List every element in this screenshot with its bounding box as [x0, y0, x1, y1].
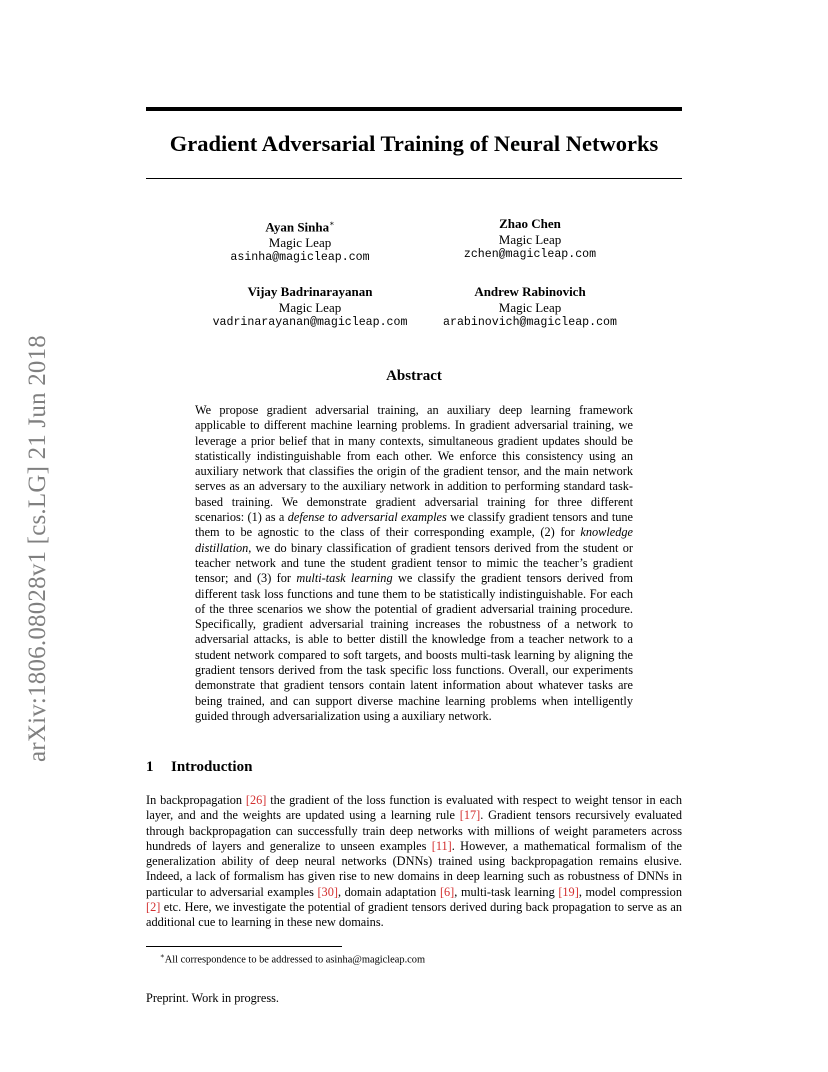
citation-link[interactable]: [2] — [146, 900, 161, 915]
author-affiliation: Magic Leap — [278, 299, 342, 315]
citation-link[interactable]: [6] — [439, 884, 455, 899]
author-affiliation: Magic Leap — [498, 299, 562, 315]
citation-link[interactable]: [19] — [558, 884, 579, 899]
title-bottom-rule — [146, 178, 682, 179]
preprint-note: Preprint. Work in progress. — [146, 991, 280, 1005]
author-email: asinha@magicleap.com — [230, 251, 370, 265]
author-block — [200, 216, 400, 266]
author-block — [430, 284, 630, 331]
introduction-paragraph: In backpropagation [26] the gradient of the loss function is evaluated with respect to weight tensor in each layer, and and the weights are updated using a learning rule [17]. Gradient tensors recursively evaluated through backpropagation can successfully train deep networks with millions of weight parameters across hundreds of layers and generalize to unseen examples [11]. However, a mathematical formalism of the generalization ability of deep neural networks (DNNs) trained using backpropagation remains elusive. Indeed, a lack of formalism has given rise to new domains in deep learning such as robustness of DNNs in particular to adversarial examples [30], domain adaptation [6], multi-task learning [19], model compression [2] etc. Here, we investigate the potential of gradient tensors derived during back propagation to serve as an additional cue to learning in these new domains. — [146, 793, 682, 930]
title-top-rule — [146, 107, 682, 111]
section-heading-introduction — [146, 758, 252, 776]
author-email: arabinovich@magicleap.com — [443, 316, 617, 329]
author-name: Andrew Rabinovich — [474, 284, 586, 299]
citation-link[interactable]: [11] — [431, 838, 452, 853]
author-email: zchen@magicleap.com — [463, 248, 597, 261]
author-affiliation: Magic Leap — [498, 231, 562, 247]
author-name: Vijay Badrinarayanan — [247, 284, 373, 299]
author-block — [180, 284, 440, 331]
author-name: Ayan Sinha∗ — [265, 219, 335, 235]
paper-title: Gradient Adversarial Training of Neural Networks — [169, 131, 659, 156]
section-number: 1 — [146, 759, 154, 775]
abstract-heading: Abstract — [386, 368, 442, 384]
author-email: vadrinarayanan@magicleap.com — [212, 316, 408, 329]
author-name: Zhao Chen — [499, 216, 561, 231]
section-title: Introduction — [171, 759, 253, 775]
citation-link[interactable]: [30] — [317, 884, 338, 899]
citation-link[interactable]: [17] — [459, 808, 481, 823]
arxiv-identifier: arXiv:1806.08028v1 [cs.LG] 21 Jun 2018 — [24, 335, 51, 762]
footnote-rule — [146, 946, 342, 947]
footnote: ∗All correspondence to be addressed to asinha@magicleap.com — [160, 952, 426, 966]
author-affiliation: Magic Leap — [268, 234, 332, 250]
citation-link[interactable]: [26] — [245, 793, 267, 807]
abstract-body: We propose gradient adversarial training, an auxiliary deep learning framework applicable to different machine learning problems. In gradient adversarial training, we leverage a prior belief that in many contexts, simultaneous gradient updates should be statistically indistinguishable from each other. We enforce this consistency using an auxiliary network that classifies the origin of the gradient tensor, and the main network serves as an adversary to the auxiliary network in addition to performing standard task-based training. We demonstrate gradient adversarial training for three different scenarios: (1) as a defense to adversarial examples we classify gradient tensors and tune them to be agnostic to the class of their corresponding example, (2) for knowledge distillation, we do binary classification of gradient tensors derived from the student or teacher network and tune the student gradient tensor to mimic the teacher’s gradient tensor; and (3) for multi-task learning we classify the gradient tensors derived from different task loss functions and tune them to be statistically indistinguishable. For each of the three scenarios we show the potential of gradient adversarial training procedure. Specifically, gradient adversarial training increases the robustness of a network to adversarial attacks, is able to better distill the knowledge from a teacher network to a student network compared to soft targets, and boosts multi-task learning by aligning the gradient tensors derived from the task specific loss functions. Overall, our experiments demonstrate that gradient tensors contain latent information about whatever tasks are being trained, and can support diverse machine learning problems when intelligently guided through adversarialization using a auxiliary network. — [195, 403, 633, 723]
author-block — [430, 216, 630, 263]
